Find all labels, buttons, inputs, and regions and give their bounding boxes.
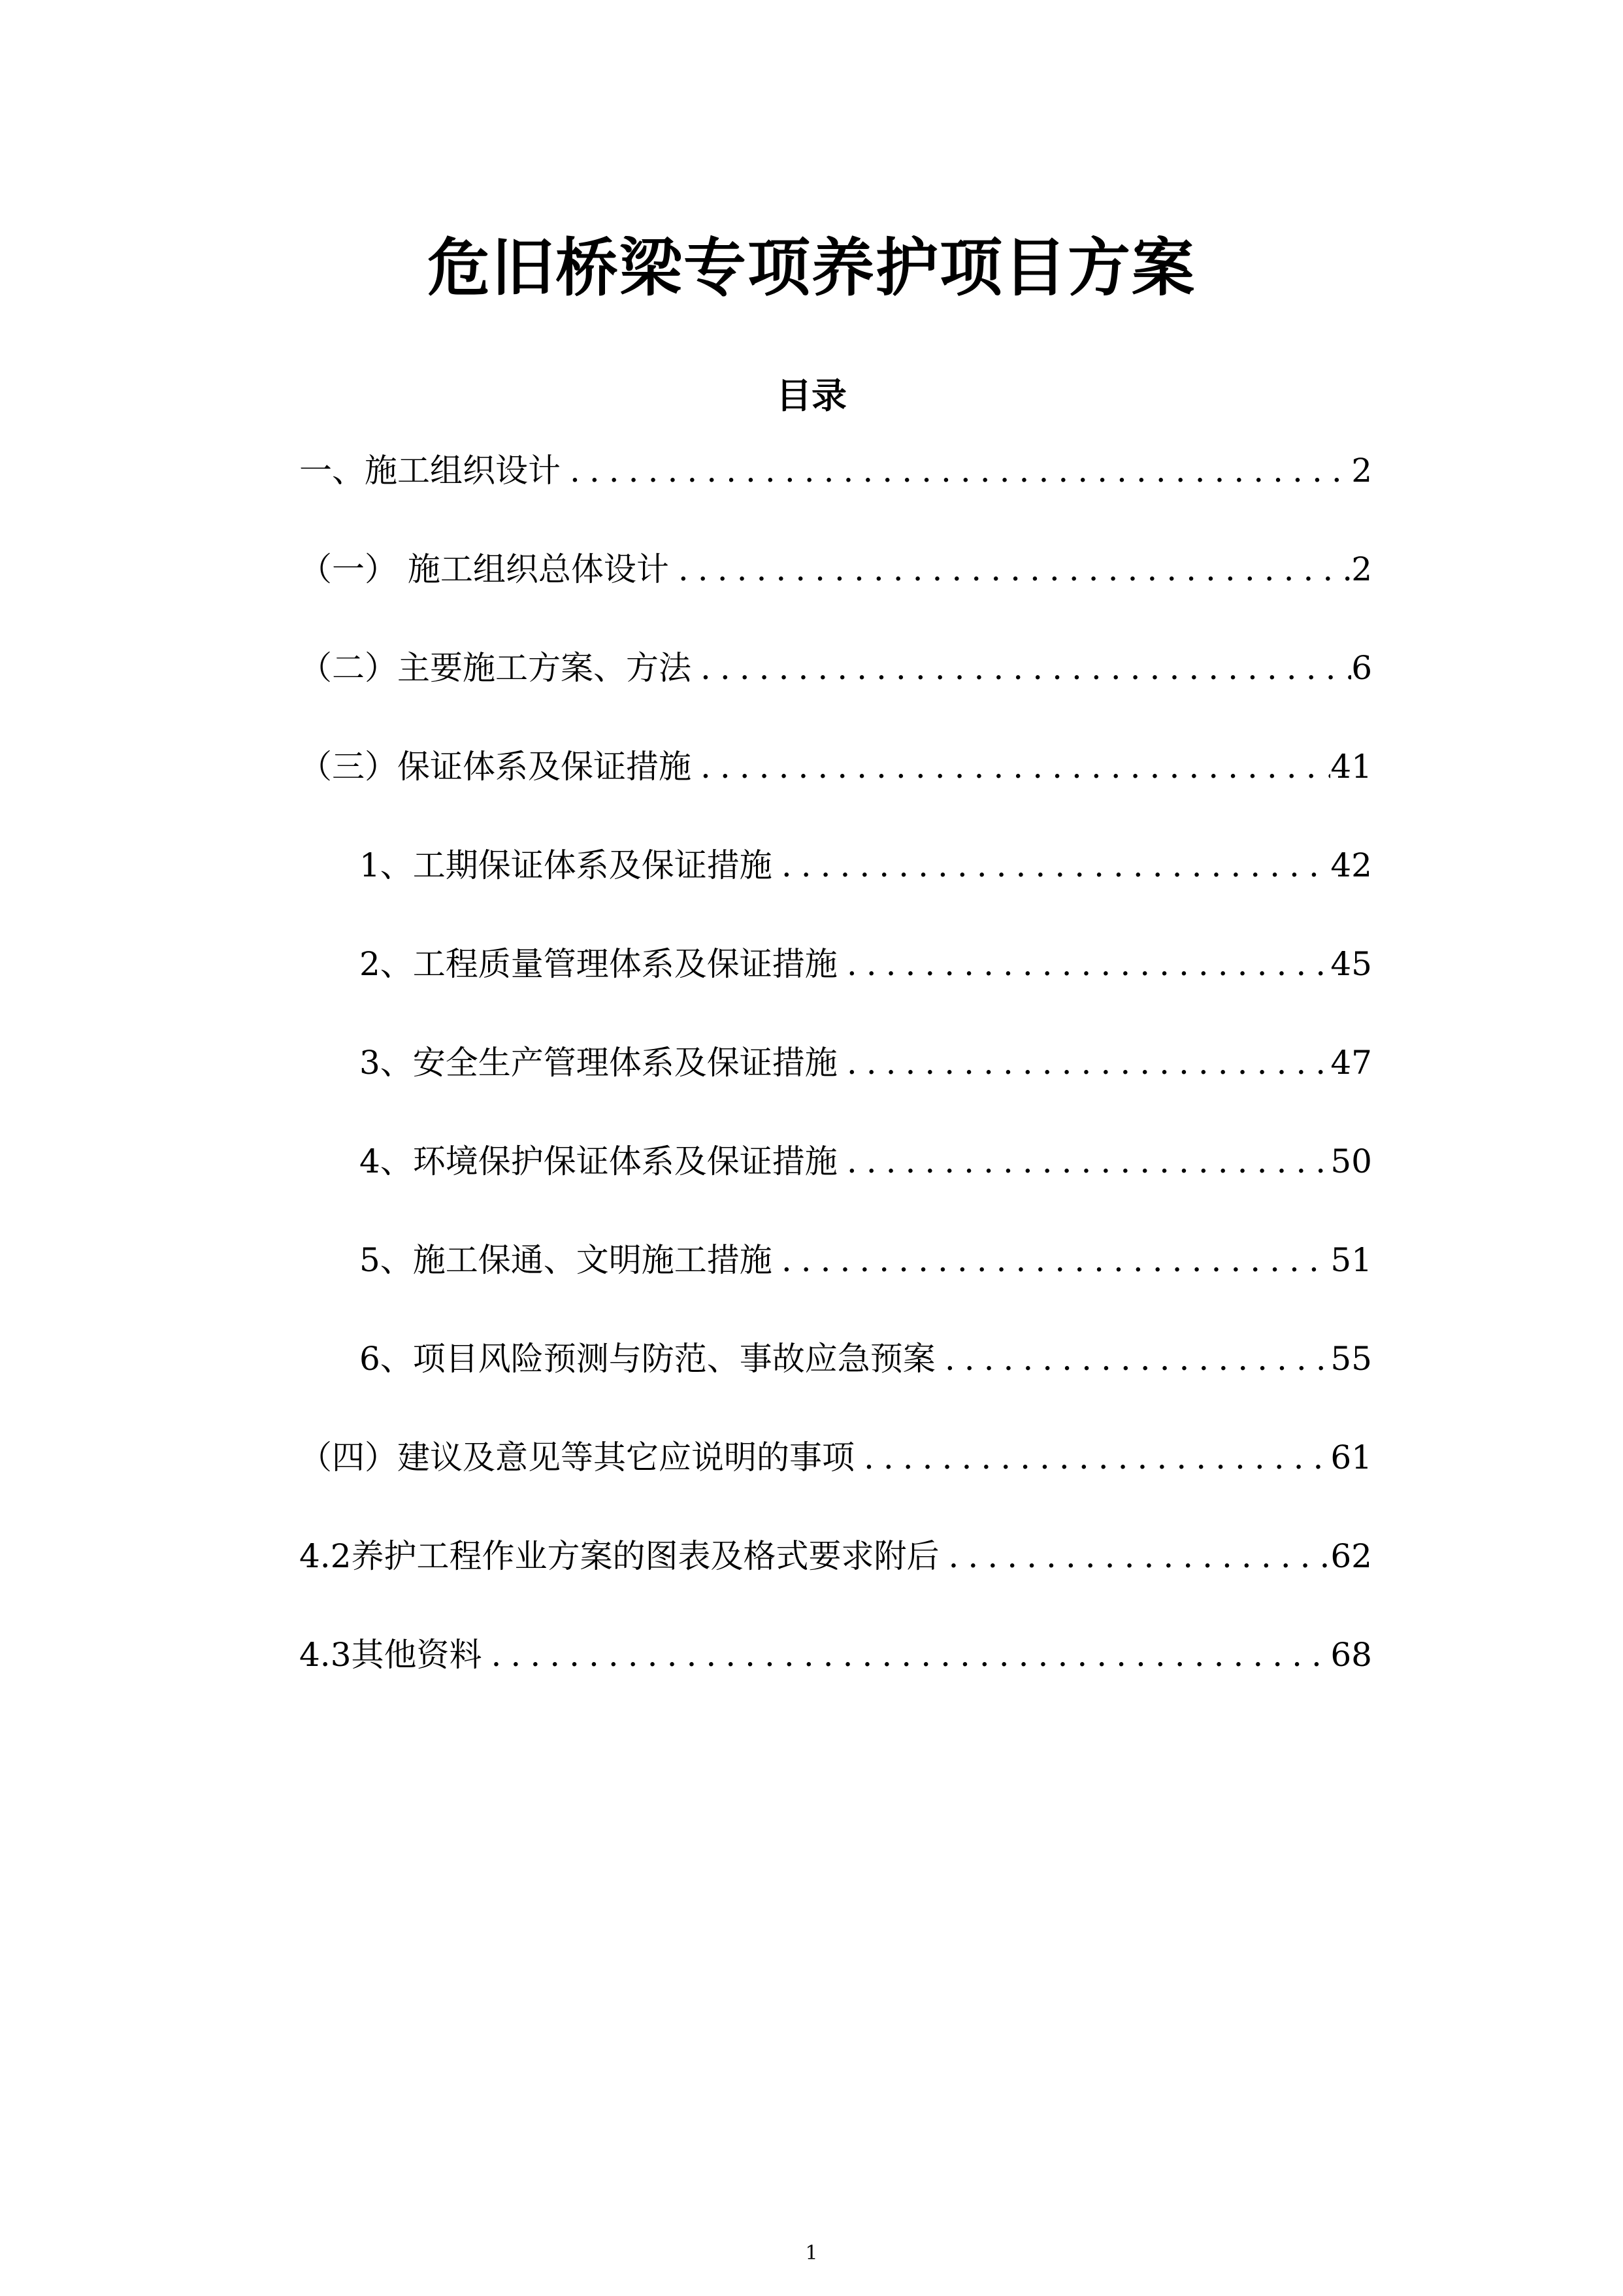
toc-dot-leader bbox=[838, 1135, 1331, 1188]
toc-entry-label: 一、施工组织设计 bbox=[299, 452, 561, 490]
toc-entry-schedule-guarantee[interactable] bbox=[299, 839, 1372, 938]
document-title: 危旧桥梁专项养护项目方案 bbox=[427, 231, 1196, 305]
toc-entry-page: 55 bbox=[1330, 1340, 1372, 1378]
toc-dot-leader bbox=[936, 1333, 1331, 1385]
toc-entry-other-materials[interactable] bbox=[299, 1629, 1372, 1727]
toc-entry-construction-design[interactable] bbox=[299, 444, 1372, 543]
toc-dot-leader bbox=[772, 839, 1331, 891]
toc-entry-page: 50 bbox=[1330, 1142, 1372, 1180]
toc-entry-page: 6 bbox=[1351, 649, 1372, 687]
toc-entry-page: 62 bbox=[1330, 1537, 1372, 1575]
toc-dot-leader bbox=[772, 1234, 1331, 1286]
toc-entry-label: （四）建议及意见等其它应说明的事项 bbox=[299, 1439, 855, 1476]
toc-entry-label: 4.3其他资料 bbox=[299, 1636, 482, 1674]
toc-entry-page: 2 bbox=[1351, 550, 1372, 588]
toc-dot-leader bbox=[482, 1629, 1331, 1681]
toc-entry-charts-format[interactable] bbox=[299, 1530, 1372, 1629]
table-of-contents bbox=[299, 444, 1372, 1727]
toc-dot-leader bbox=[940, 1530, 1331, 1582]
toc-entry-page: 41 bbox=[1330, 748, 1372, 786]
toc-dot-leader bbox=[838, 938, 1331, 990]
toc-entry-page: 2 bbox=[1351, 452, 1372, 490]
toc-entry-overall-design[interactable] bbox=[299, 543, 1372, 642]
toc-entry-label: 4、环境保护保证体系及保证措施 bbox=[359, 1142, 838, 1180]
toc-entry-page: 51 bbox=[1330, 1241, 1372, 1279]
toc-entry-environmental-protection[interactable] bbox=[299, 1135, 1372, 1234]
toc-dot-leader bbox=[669, 543, 1351, 595]
toc-entry-label: 4.2养护工程作业方案的图表及格式要求附后 bbox=[299, 1537, 940, 1575]
toc-entry-guarantee-system[interactable] bbox=[299, 740, 1372, 839]
toc-entry-safety-management[interactable] bbox=[299, 1037, 1372, 1135]
toc-entry-label: 1、工期保证体系及保证措施 bbox=[359, 846, 772, 884]
toc-entry-page: 47 bbox=[1330, 1044, 1372, 1082]
toc-entry-label: 6、项目风险预测与防范、事故应急预案 bbox=[359, 1340, 936, 1378]
toc-dot-leader bbox=[838, 1037, 1331, 1089]
toc-entry-label: 2、工程质量管理体系及保证措施 bbox=[359, 945, 838, 983]
toc-entry-quality-management[interactable] bbox=[299, 938, 1372, 1037]
toc-dot-leader bbox=[691, 740, 1330, 793]
toc-entry-label: （二）主要施工方案、方法 bbox=[299, 649, 691, 687]
toc-dot-leader bbox=[691, 642, 1351, 694]
toc-entry-risk-emergency-plan[interactable] bbox=[299, 1333, 1372, 1431]
toc-entry-label: 3、安全生产管理体系及保证措施 bbox=[359, 1044, 838, 1082]
toc-entry-label: （一） 施工组织总体设计 bbox=[299, 550, 669, 588]
toc-entry-page: 42 bbox=[1330, 846, 1372, 884]
toc-entry-page: 68 bbox=[1330, 1636, 1372, 1674]
toc-dot-leader bbox=[561, 444, 1351, 497]
toc-entry-suggestions[interactable] bbox=[299, 1431, 1372, 1530]
toc-entry-label: （三）保证体系及保证措施 bbox=[299, 748, 691, 786]
toc-entry-page: 45 bbox=[1330, 945, 1372, 983]
toc-heading: 目录 bbox=[776, 374, 847, 416]
toc-entry-main-methods[interactable] bbox=[299, 642, 1372, 740]
toc-entry-page: 61 bbox=[1330, 1439, 1372, 1476]
toc-entry-label: 5、施工保通、文明施工措施 bbox=[359, 1241, 772, 1279]
toc-entry-traffic-civilized-construction[interactable] bbox=[299, 1234, 1372, 1333]
page-number: 1 bbox=[805, 2242, 818, 2265]
toc-dot-leader bbox=[855, 1431, 1330, 1484]
